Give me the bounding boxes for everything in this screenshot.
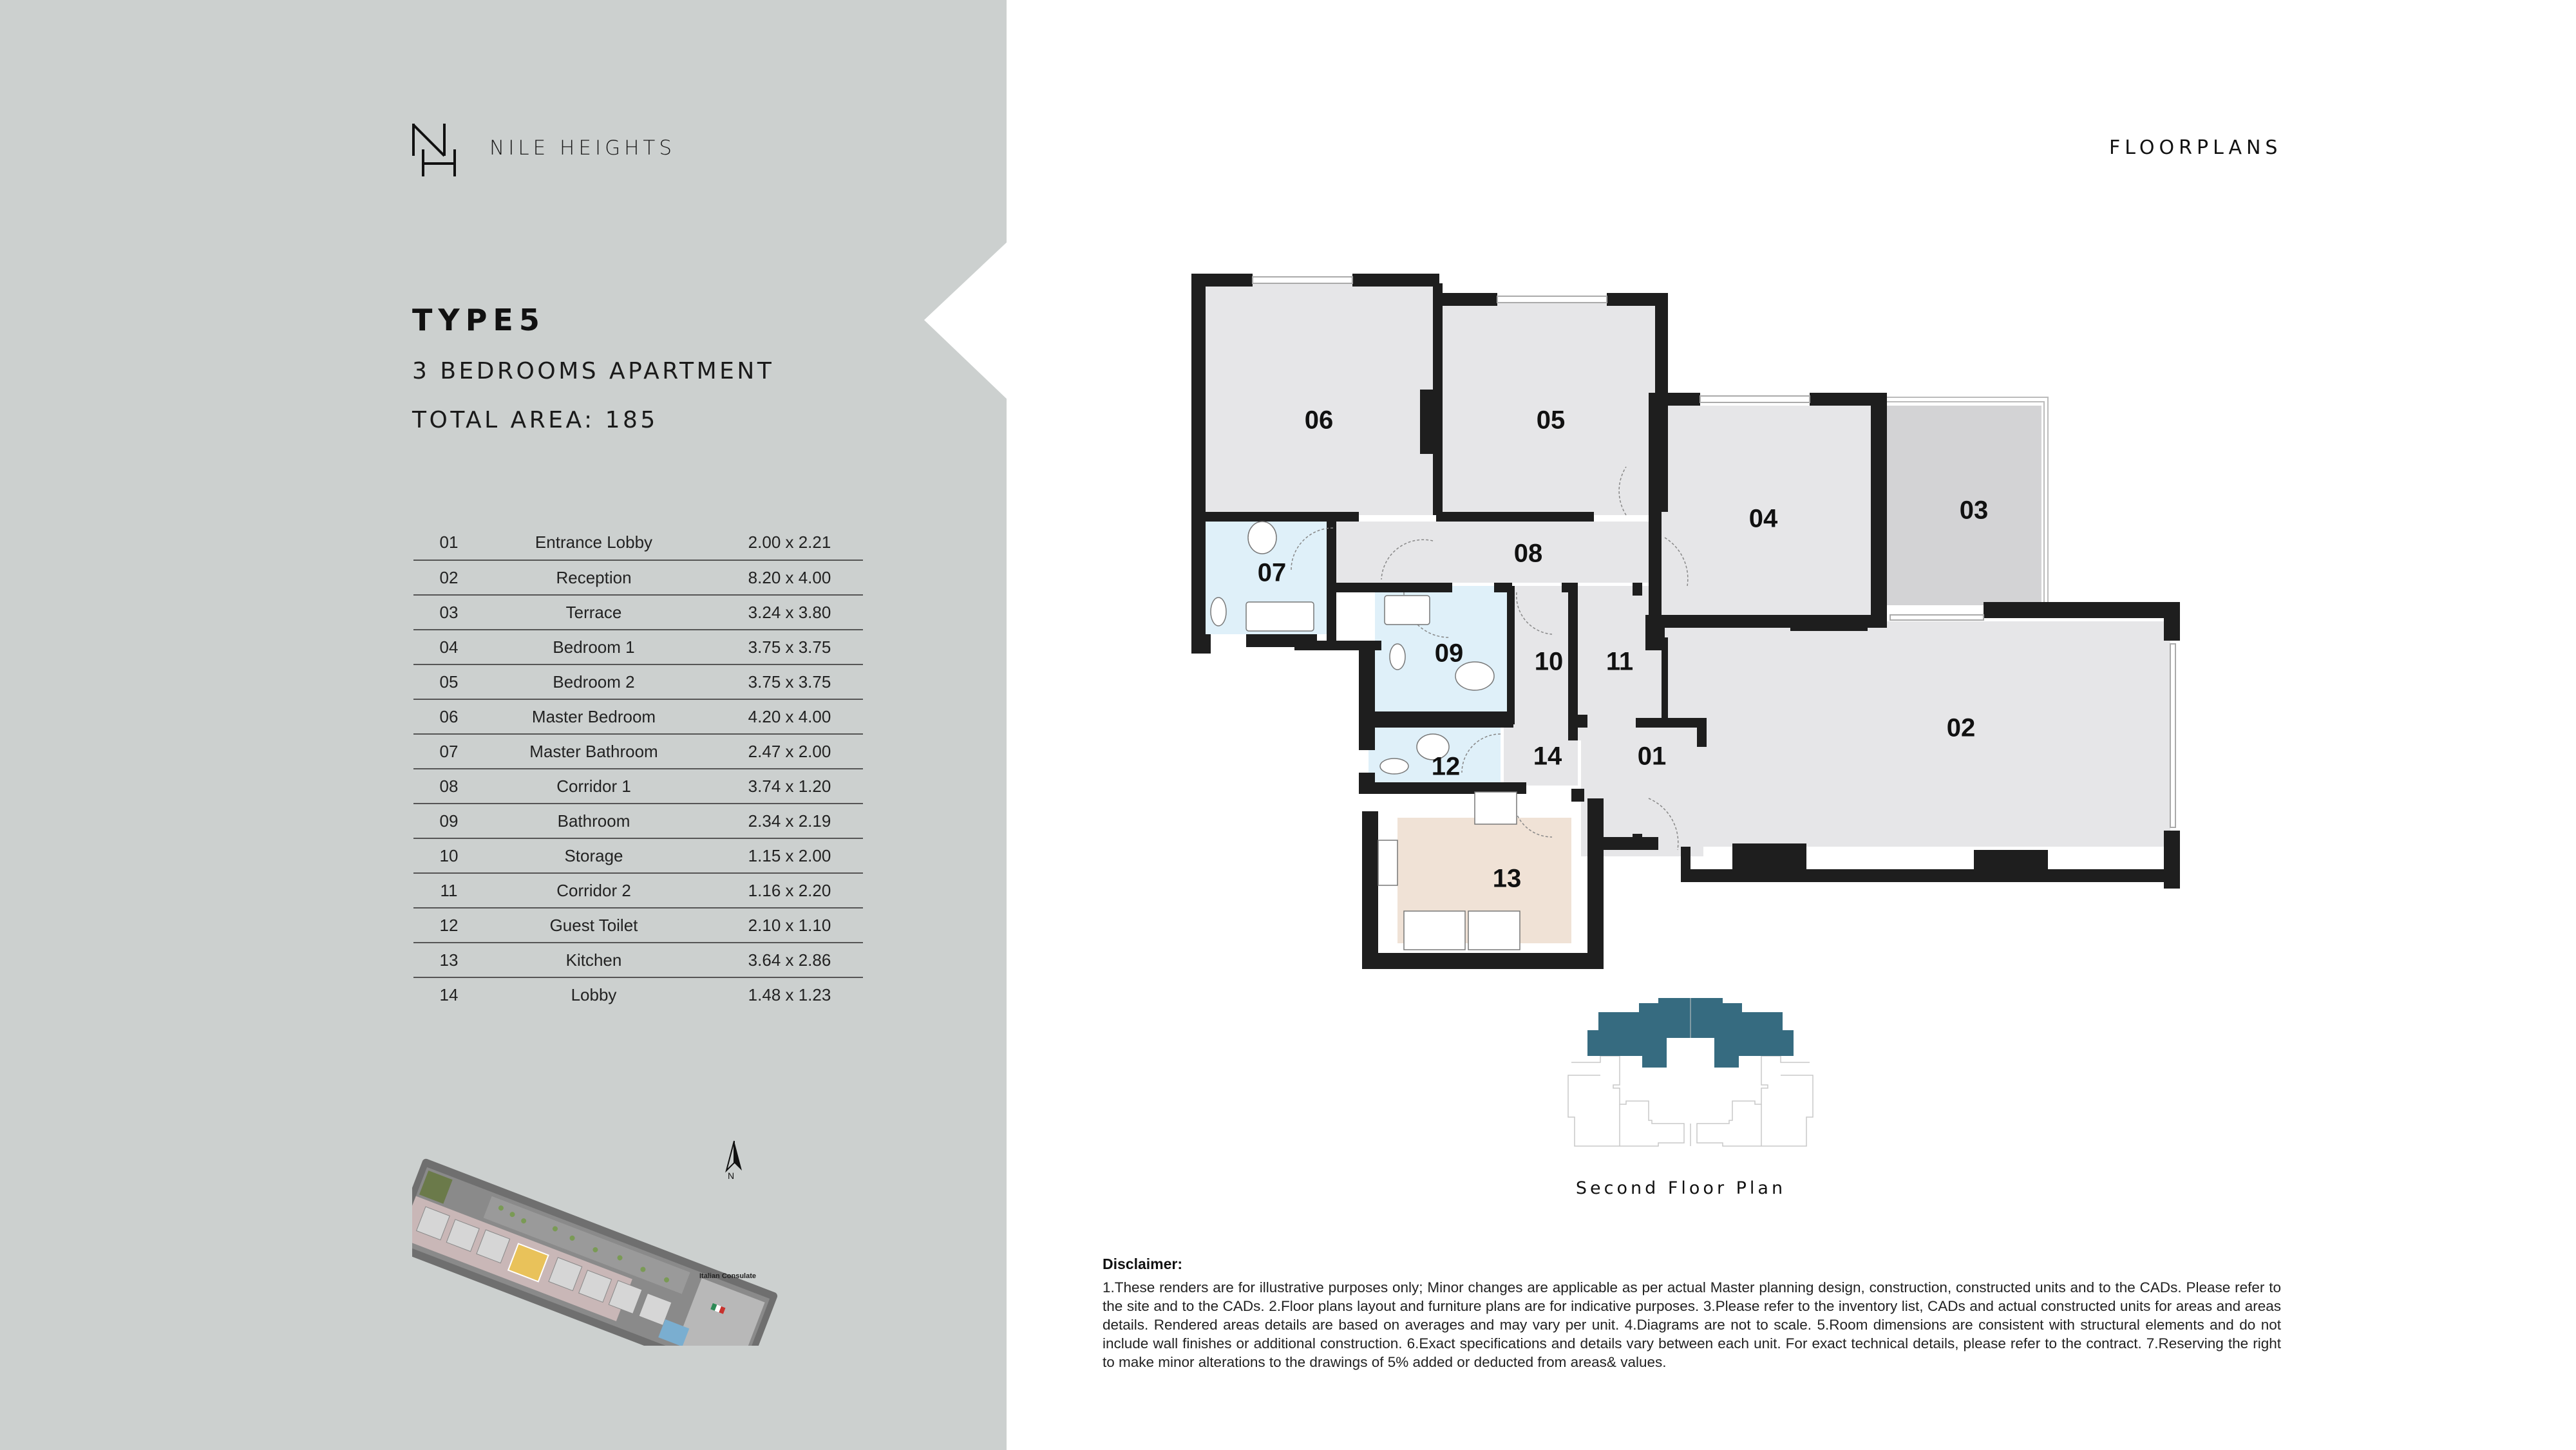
room-name: Guest Toilet — [510, 908, 677, 943]
room-name: Storage — [510, 838, 677, 873]
room-number: 05 — [413, 664, 510, 699]
room-dimensions: 4.20 x 4.00 — [677, 699, 863, 734]
nile-heights-logo-icon — [412, 122, 464, 180]
room-number: 08 — [413, 769, 510, 804]
room-label-13: 13 — [1492, 864, 1522, 893]
room-dimensions: 8.20 x 4.00 — [677, 560, 863, 595]
room-number: 14 — [439, 985, 459, 1004]
room-row — [413, 630, 863, 664]
room-name: Bathroom — [510, 804, 677, 838]
section-title: FLOORPLANS — [2109, 137, 2282, 159]
room-dimensions: 2.00 x 2.21 — [677, 525, 863, 560]
room-dimensions: 2.10 x 1.10 — [677, 908, 863, 943]
room-row — [413, 943, 863, 977]
disclaimer-body: 1.These renders are for illustrative purposes only; Minor changes are applicable as per actual Master planning design, construction, constructed units and to the CADs. Please refer to the site and to the CADs. 2.Floor plans layout and furniture plans are for indicative purposes. 3.Please refer to the inventory list, CADs and actual constructed units for areas and areas details. Rendered areas details are based on averages and may vary per unit. 4.Diagrams are not to scale. 5.Room dimensions are consistent with structural elements and do not include wall finishes or additional construction. 6.Exact specifications and details vary between each unit. For exact technical details, please refer to the contract. 7.Reserving the right to make minor alterations to the drawings of 5% added or deducted from areas& values. — [1103, 1279, 2281, 1370]
room-name: Lobby — [571, 985, 617, 1004]
disclaimer — [1103, 1256, 2281, 1371]
room-name: Corridor 2 — [510, 873, 677, 908]
room-row — [413, 908, 863, 943]
room-dimensions: 3.75 x 3.75 — [677, 664, 863, 699]
room-dimensions: 2.34 x 2.19 — [677, 804, 863, 838]
disclaimer-title: Disclaimer: — [1103, 1256, 1183, 1272]
room-number: 09 — [413, 804, 510, 838]
north-label: N — [728, 1171, 735, 1181]
room-dimensions: 3.75 x 3.75 — [677, 630, 863, 664]
floor-plan — [1185, 264, 2190, 979]
room-label-07: 07 — [1257, 558, 1287, 587]
room-number: 07 — [413, 734, 510, 769]
room-dimensions: 3.64 x 2.86 — [677, 943, 863, 977]
panel-chevron-notch — [921, 238, 1011, 403]
room-row — [413, 873, 863, 908]
room-name: Master Bedroom — [510, 699, 677, 734]
room-number: 06 — [413, 699, 510, 734]
room-dimensions: 3.74 x 1.20 — [677, 769, 863, 804]
room-row — [413, 734, 863, 769]
room-name: Kitchen — [510, 943, 677, 977]
brand-name: NILE HEIGHTS — [489, 137, 676, 160]
site-map-consulate-label: Italian Consulate — [699, 1272, 757, 1280]
room-name: Entrance Lobby — [510, 525, 677, 560]
room-row — [413, 525, 863, 560]
room-row — [413, 664, 863, 699]
room-number: 10 — [413, 838, 510, 873]
room-name: Master Bathroom — [510, 734, 677, 769]
key-plan-caption: Second Floor Plan — [1575, 1178, 1786, 1198]
room-label-08: 08 — [1513, 539, 1543, 568]
room-number: 02 — [413, 560, 510, 595]
room-row — [413, 804, 863, 838]
room-row — [413, 560, 863, 595]
room-schedule-table — [413, 525, 863, 1012]
room-dimensions: 1.16 x 2.20 — [677, 873, 863, 908]
unit-type-title: TYPE5 — [412, 303, 545, 337]
room-label-03: 03 — [1959, 496, 1989, 525]
room-label-11: 11 — [1605, 647, 1634, 676]
room-label-04: 04 — [1748, 504, 1778, 533]
room-label-10: 10 — [1534, 647, 1564, 676]
room-label-14: 14 — [1533, 742, 1562, 771]
room-row — [413, 595, 863, 630]
room-label-05: 05 — [1536, 406, 1566, 435]
room-label-12: 12 — [1431, 752, 1461, 781]
room-name: Reception — [510, 560, 677, 595]
room-number: 11 — [413, 873, 510, 908]
room-number: 04 — [413, 630, 510, 664]
room-name: Bedroom 1 — [510, 630, 677, 664]
room-dimensions: 2.47 x 2.00 — [677, 734, 863, 769]
room-number: 01 — [413, 525, 510, 560]
room-dimensions: 3.24 x 3.80 — [677, 595, 863, 630]
room-row — [413, 838, 863, 873]
room-dimensions: 1.48 x 1.23 — [748, 985, 831, 1004]
room-name: Corridor 1 — [510, 769, 677, 804]
key-plan-diagram — [1565, 992, 1816, 1153]
room-name: Terrace — [510, 595, 677, 630]
room-name: Bedroom 2 — [510, 664, 677, 699]
room-number: 13 — [413, 943, 510, 977]
room-label-02: 02 — [1946, 713, 1976, 742]
unit-total-area: TOTAL AREA: 185 — [412, 407, 658, 433]
room-row — [413, 769, 863, 804]
room-label-09: 09 — [1434, 639, 1464, 668]
room-row — [413, 977, 863, 1012]
room-label-01: 01 — [1637, 742, 1667, 771]
room-number: 12 — [413, 908, 510, 943]
room-row — [413, 699, 863, 734]
room-label-06: 06 — [1304, 406, 1334, 435]
room-number: 03 — [413, 595, 510, 630]
room-dimensions: 1.15 x 2.00 — [677, 838, 863, 873]
unit-description: 3 BEDROOMS APARTMENT — [412, 358, 775, 384]
